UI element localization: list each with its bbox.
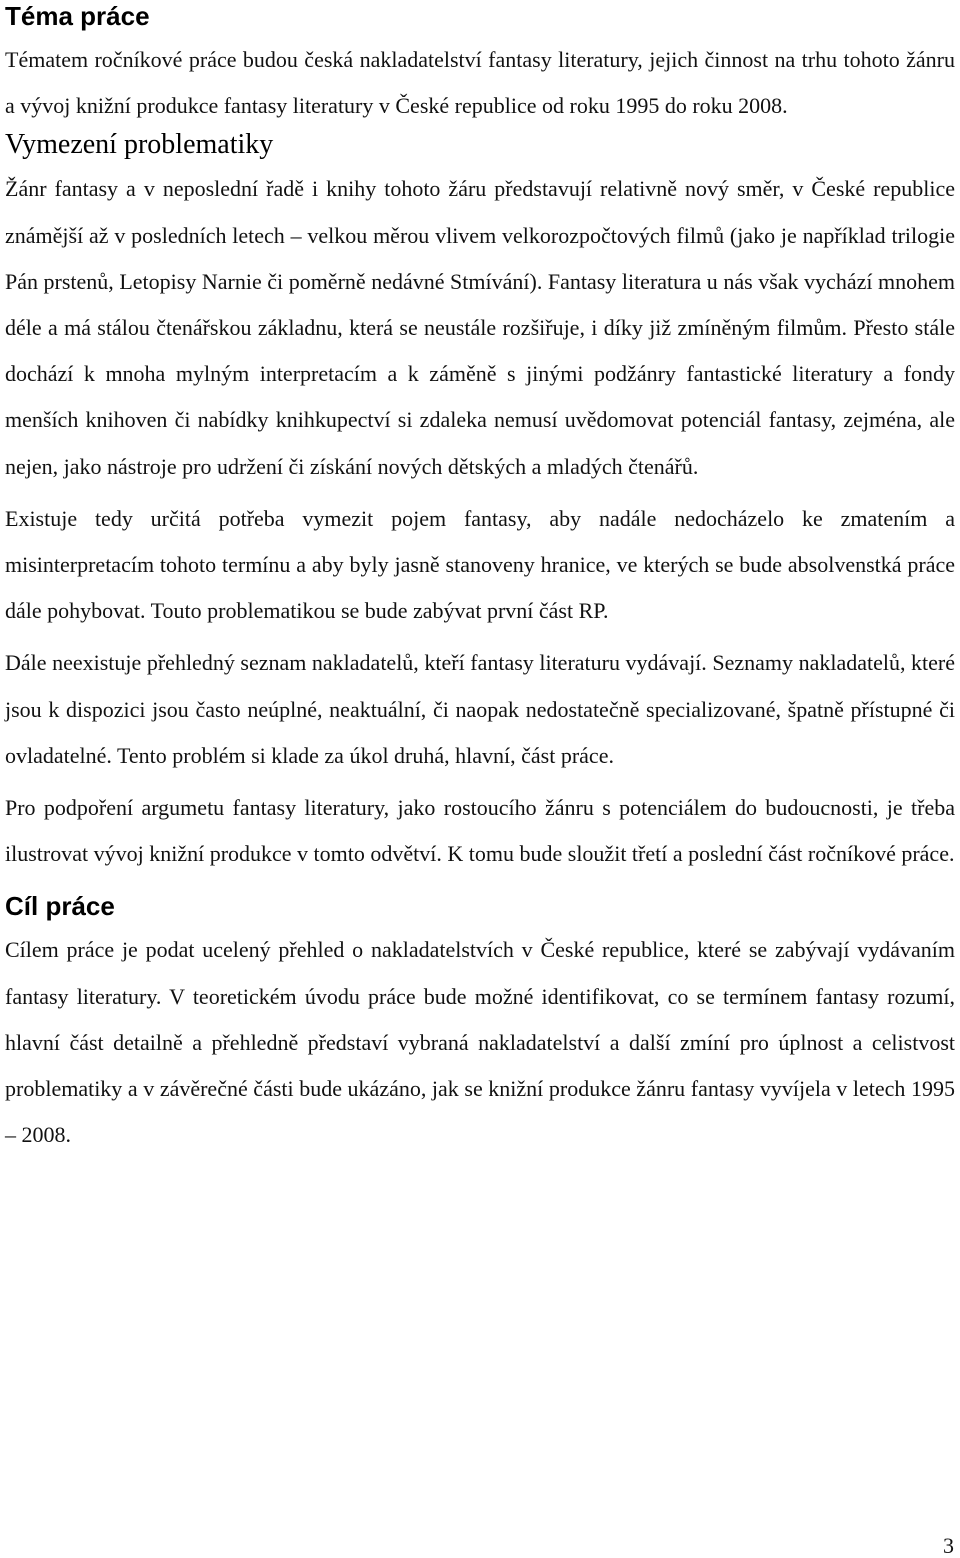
paragraph-problem-4: Pro podpoření argumetu fantasy literatury, jako rostoucího žánru s potenciálem do budoucnosti, je třeba ilustrovat vývoj knižní produkce v tomto odvětví. K tomu bude sloužit třetí a poslední část ročníkové práce. [5,795,955,867]
heading-topic: Téma práce [5,1,150,31]
paragraph-problem-2: Existuje tedy určitá potřeba vymezit pojem fantasy, aby nadále nedocházelo ke zmatením a misinterpretacím tohoto termínu a aby byly jasně stanoveny hranice, ve kterých se bude absolvenstká práce dále pohybovat. Touto problematikou se bude zabývat první část RP. [5,505,955,624]
paragraph-problem-3: Dále neexistuje přehledný seznam nakladatelů, kteří fantasy literaturu vydávají. Seznamy nakladatelů, které jsou k dispozici jsou často neúplné, neaktuální, či naopak nedostatečně specializované, špatně přístupné či ovladatelné. Tento problém si klade za úkol druhá, hlavní, část práce. [5,650,955,768]
paragraph-goal-1: Cílem práce je podat ucelený přehled o nakladatelstvích v České republice, které se zabývají vydávaním fantasy literatury. V teoretickém úvodu práce bude možné identifikovat, co se termínem fantasy rozumí, hlavní část detailně a přehledně představí vybraná nakladatelství a další zmíní pro úplnost a celistvost problematiky a v závěrečné části bude ukázáno, jak se knižní produkce žánru fantasy vyvíjela v letech 1995 – 2008. [5,937,955,1148]
page-number: 3 [943,1533,954,1558]
document-page [5,0,955,1158]
heading-goal: Cíl práce [5,891,115,922]
paragraph-topic-1: Tématem ročníkové práce budou česká nakladatelství fantasy literatury, jejich činnost na trhu tohoto žánru a vývoj knižní produkce fantasy literatury v České republice od roku 1995 do roku 2008. [5,47,955,119]
paragraph-problem-1: Žánr fantasy a v neposlední řadě i knihy tohoto žáru představují relativně nový směr, v České republice známější až v posledních letech – velkou měrou vlivem velkorozpočtových filmů (jako je například trilogie Pán prstenů, Letopisy Narnie či poměrně nedávné Stmívání). Fantasy literatura u nás však vychází mnohem déle a má stálou čtenářskou základnu, která se neustále rozšiřuje, i díky již zmíněným filmům. Přesto stále dochází k mnoha mylným interpretacím a k záměně s jinými podžánry fantastické literatury a fondy menších knihoven či nabídky knihkupectví si zdaleka nemusí uvědomovat potenciál fantasy, zejména, ale nejen, jako nástroje pro udržení či získání nových dětských a mladých čtenářů. [5,176,955,479]
heading-problem: Vymezení problematiky [5,129,274,161]
